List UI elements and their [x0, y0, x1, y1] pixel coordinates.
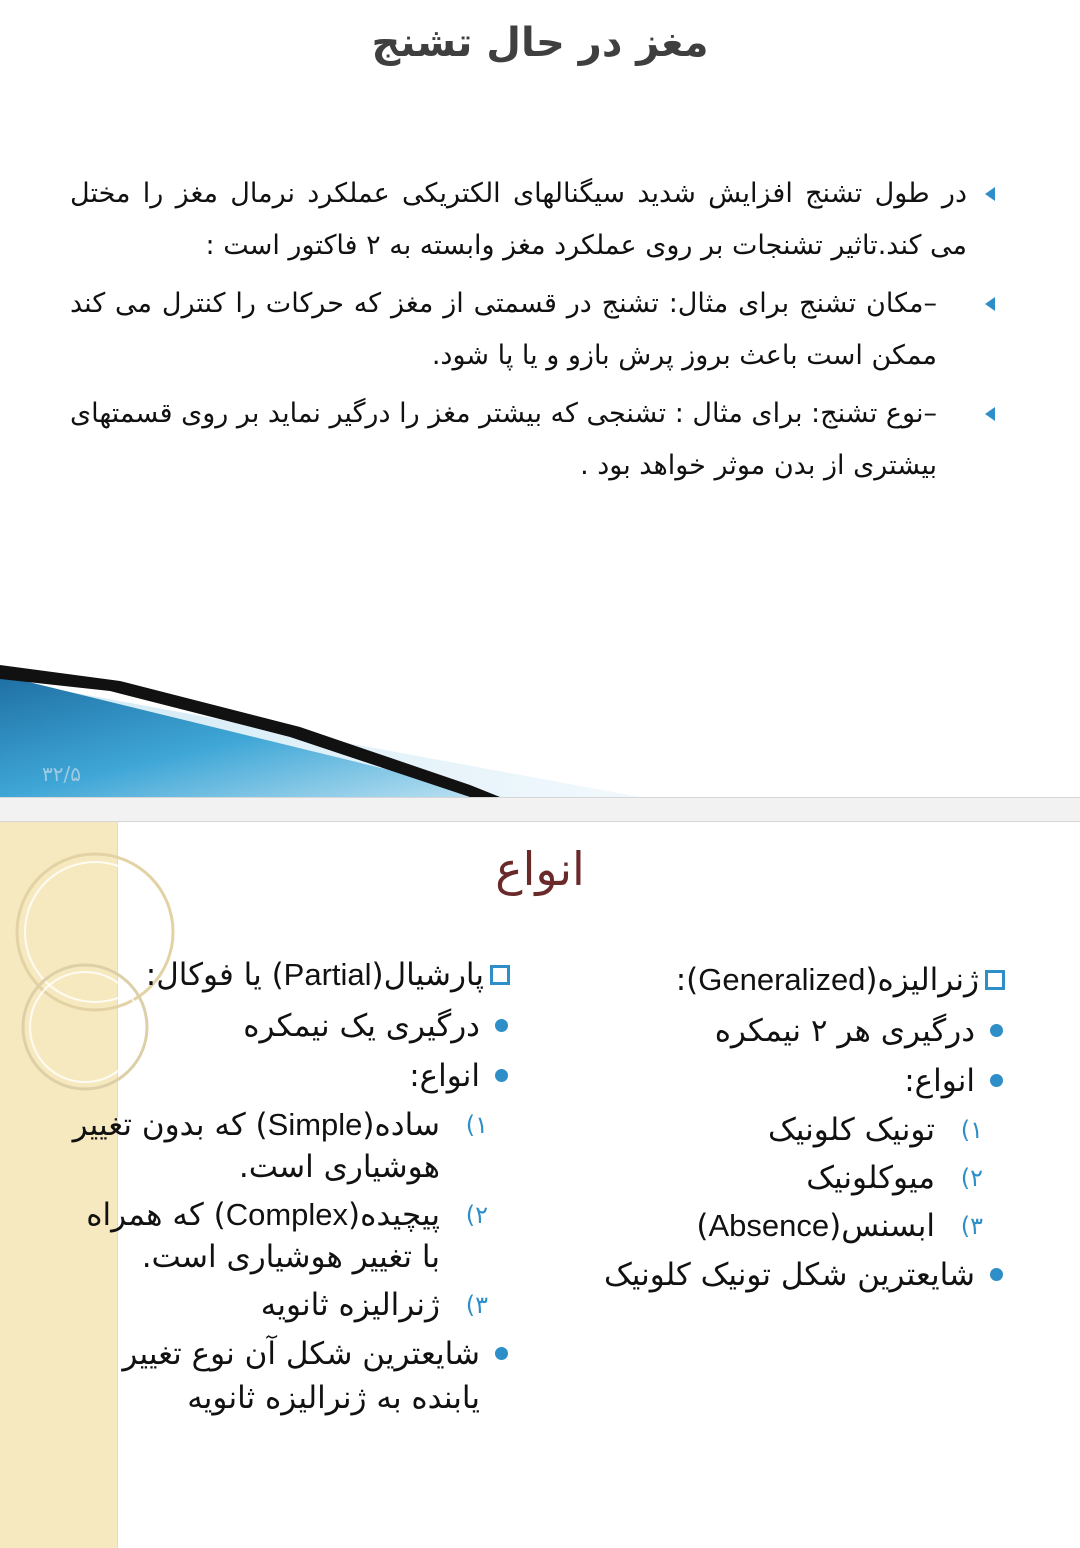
decorative-wave	[0, 657, 1080, 797]
slide-1-bullet-list	[70, 168, 1005, 498]
item-number: ۲)	[960, 1164, 983, 1192]
bullet-item	[70, 388, 1005, 492]
bullet-item	[70, 168, 1005, 272]
bullet-item	[70, 278, 1005, 382]
bullet-text: در طول تشنج افزایش شدید سیگنالهای الکتریکی عملکرد نرمال مغز را مختل می کند.تاثیر تشنجات بر روی عملکرد مغز وابسته به ۲ فاکتور است :	[70, 178, 967, 261]
slide-1-title: مغز در حال تشنج	[371, 20, 709, 66]
dot-bullet-icon	[990, 1074, 1003, 1087]
item-en: Complex	[225, 1197, 349, 1232]
item-en: Simple	[267, 1107, 363, 1142]
item-number: ۲)	[465, 1201, 488, 1229]
list-item	[560, 1253, 1005, 1297]
generalized-heading: ژنرالیزه(Generalized):	[560, 957, 1005, 1003]
item-text-post: که بدون تغییر هوشیاری است.	[72, 1107, 440, 1185]
checkbox-bullet-icon	[985, 970, 1005, 990]
partial-column	[70, 952, 510, 1420]
numbered-item: ۱) ساده(Simple) که بدون تغییر هوشیاری است.	[70, 1104, 510, 1188]
dot-bullet-icon	[495, 1019, 508, 1032]
triangle-bullet-icon	[985, 407, 995, 421]
dot-bullet-icon	[990, 1024, 1003, 1037]
list-item	[560, 1059, 1005, 1103]
list-item	[70, 1004, 510, 1048]
numbered-item	[560, 1109, 1005, 1151]
item-text-pre: ژنرالیزه ثانویه	[260, 1287, 440, 1323]
page-number: ۳۲/۵	[42, 762, 81, 786]
item-text: میوکلونیک	[806, 1160, 935, 1196]
list-item-text: درگیری یک نیمکره	[243, 1008, 480, 1044]
checkbox-bullet-icon	[490, 965, 510, 985]
list-item	[70, 1332, 510, 1420]
item-number: ۱)	[960, 1116, 983, 1144]
dot-bullet-icon	[495, 1347, 508, 1360]
list-item-text: درگیری هر ۲ نیمکره	[714, 1013, 975, 1049]
dot-bullet-icon	[495, 1069, 508, 1082]
list-item-text: شایعترین شکل آن نوع تغییر یابنده به ژنرالیزه ثانویه	[122, 1336, 480, 1416]
generalized-column	[560, 957, 1005, 1297]
item-text-pre: ساده	[374, 1107, 440, 1143]
item-text: تونیک کلونیک	[768, 1112, 935, 1148]
triangle-bullet-icon	[985, 187, 995, 201]
item-text-post: که همراه با تغییر هوشیاری است.	[86, 1197, 440, 1275]
list-item-text: انواع:	[409, 1058, 480, 1094]
dot-bullet-icon	[990, 1268, 1003, 1281]
numbered-item	[70, 1284, 510, 1326]
slide-2-title: انواع	[495, 842, 585, 896]
item-en: Absence	[708, 1208, 830, 1243]
heading-fa: ژنرالیزه	[877, 962, 979, 998]
bullet-text: –نوع تشنج: برای مثال : تشنجی که بیشتر مغز را درگیر نماید بر روی قسمتهای بیشتری از بدن موثر خواهد بود .	[69, 398, 937, 481]
slide-divider	[0, 797, 1080, 822]
list-item	[560, 1009, 1005, 1053]
numbered-item: ۳) ابسنس(Absence)	[560, 1205, 1005, 1247]
numbered-item: ۲) پیچیده(Complex) که همراه با تغییر هوشیاری است.	[70, 1194, 510, 1278]
item-number: ۱)	[465, 1111, 488, 1139]
partial-heading: پارشیال(Partial) یا فوکال:	[70, 952, 510, 998]
list-item	[70, 1054, 510, 1098]
item-text: ابسنس	[841, 1208, 935, 1244]
triangle-bullet-icon	[985, 297, 995, 311]
heading-fa: پارشیال	[383, 957, 484, 993]
heading-end: یا فوکال:	[145, 957, 262, 993]
heading-en: Generalized	[698, 962, 866, 997]
item-text-pre: پیچیده	[360, 1197, 440, 1233]
list-item-text: انواع:	[904, 1063, 975, 1099]
heading-end: :	[675, 962, 687, 998]
item-number: ۳)	[960, 1212, 983, 1240]
numbered-item	[560, 1157, 1005, 1199]
bullet-text: –مکان تشنج برای مثال: تشنج در قسمتی از مغز که حرکات را کنترل می کند ممکن است باعث بروز پرش بازو و یا پا شود.	[70, 288, 937, 371]
slide-2	[0, 822, 1080, 1548]
list-item-text: شایعترین شکل تونیک کلونیک	[604, 1257, 975, 1293]
item-number: ۳)	[465, 1291, 488, 1319]
heading-en: Partial	[283, 957, 372, 992]
